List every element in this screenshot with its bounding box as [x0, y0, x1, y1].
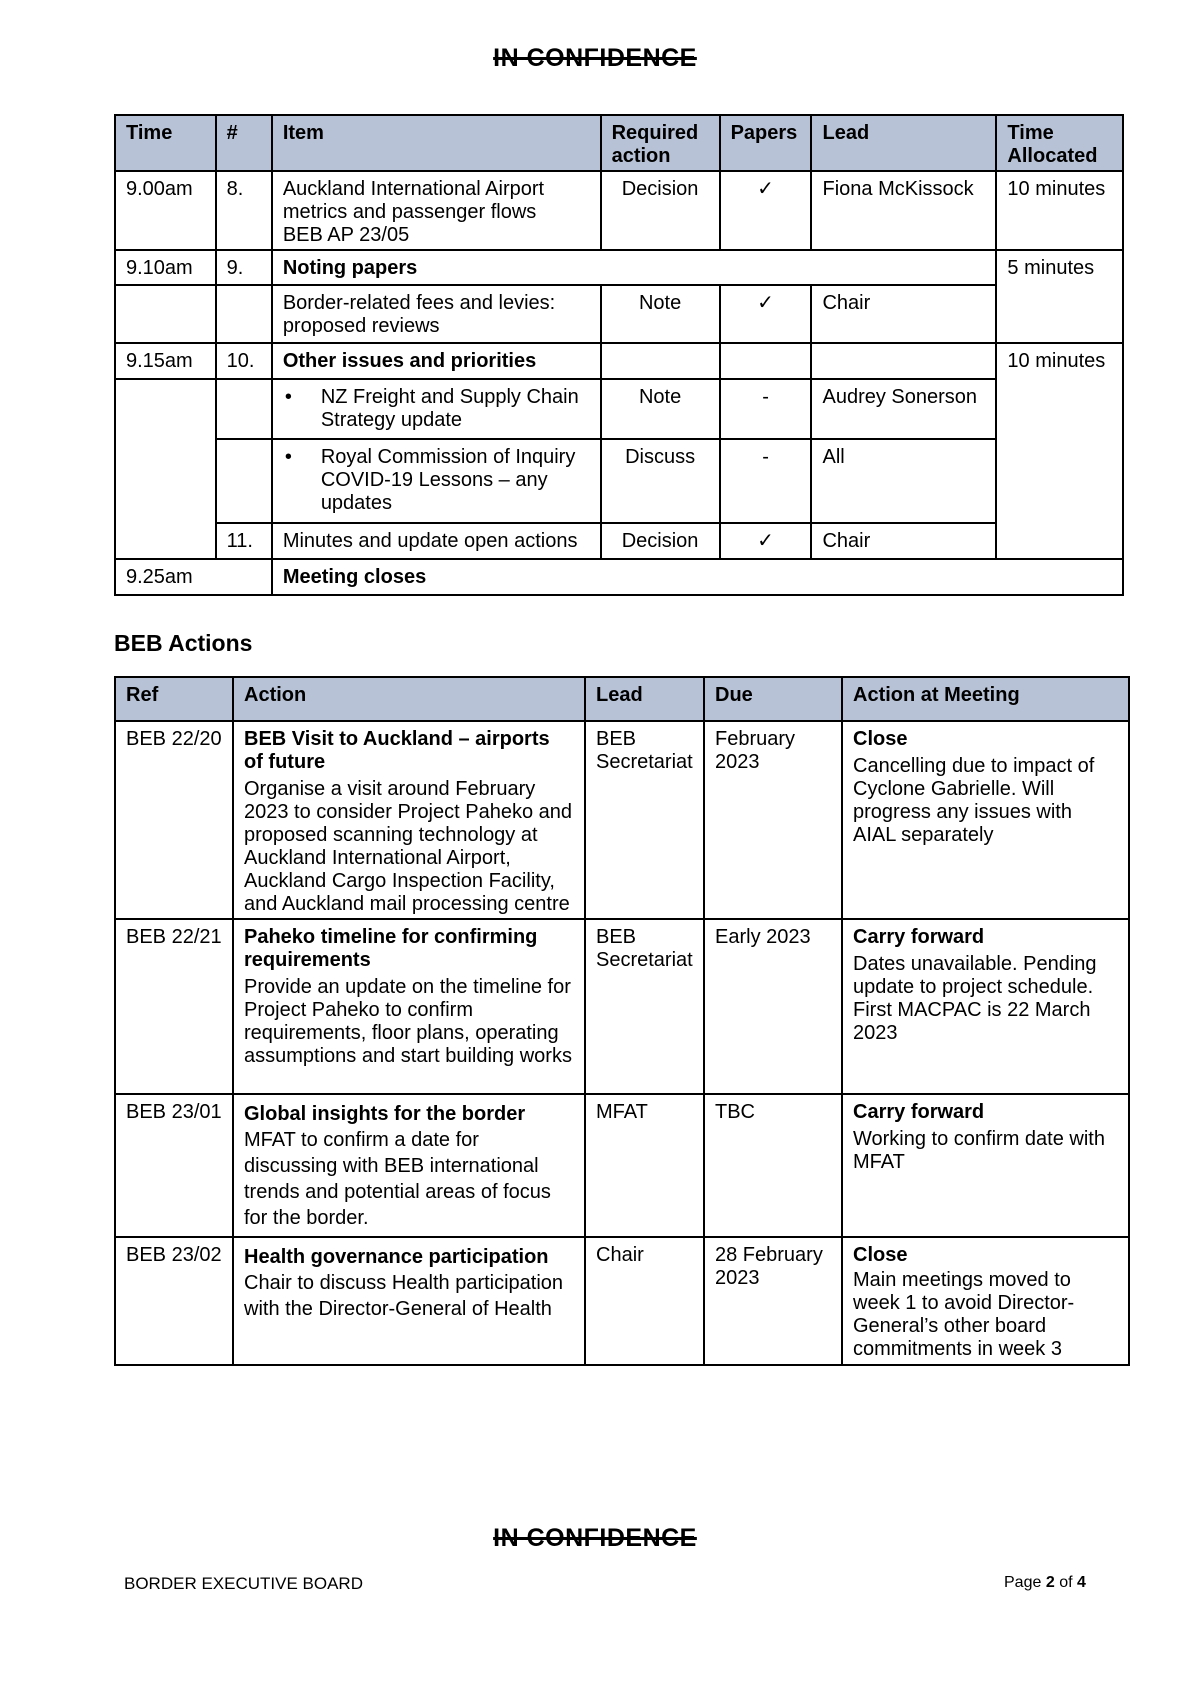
agenda-lead: Audrey Sonerson [811, 379, 996, 439]
agenda-lead [811, 343, 996, 379]
action-title: Health governance participation [244, 1246, 549, 1268]
action-detail: Provide an update on the timeline for Project Paheko to confirm requirements, floor plans, operating assumptions and start building works [244, 976, 572, 1067]
agenda-required-action: Decision [601, 523, 720, 559]
action-row [115, 1094, 1129, 1237]
actions-header-row [115, 677, 1129, 721]
bullet-icon: • [284, 386, 292, 408]
agenda-table [114, 114, 1124, 596]
action-status: Close [853, 1244, 908, 1266]
bullet-icon: • [284, 446, 292, 468]
agenda-item [272, 439, 601, 523]
footer-organisation: BORDER EXECUTIVE BOARD [124, 1574, 363, 1593]
agenda-row-10-sub-b [115, 439, 1123, 523]
action-description [233, 721, 585, 919]
action-description [233, 1237, 585, 1365]
agenda-number: 9. [216, 250, 272, 285]
page-prefix: Page [1004, 1574, 1042, 1591]
agenda-row-9-sub [115, 285, 1123, 343]
action-description [233, 919, 585, 1094]
col-header-action: Action [233, 677, 585, 721]
classification-marking-bottom: IN CONFIDENCE [493, 1524, 697, 1552]
action-title: BEB Visit to Auckland – airports of future [244, 728, 550, 773]
agenda-papers: - [720, 379, 812, 439]
agenda-row-10 [115, 343, 1123, 379]
agenda-section-heading: Meeting closes [272, 559, 1123, 595]
agenda-number [216, 439, 272, 523]
action-lead: BEB Secretariat [585, 919, 704, 1094]
agenda-item-line: Auckland International Airport [282, 178, 545, 200]
page-current: 2 [1045, 1574, 1055, 1591]
action-note: Main meetings moved to week 1 to avoid Director-General’s other board commitments in week 3 [853, 1269, 1075, 1360]
agenda-item-line: BEB AP 23/05 [282, 224, 410, 246]
action-ref: BEB 22/21 [115, 919, 233, 1094]
classification-marking-top: IN CONFIDENCE [493, 44, 697, 72]
agenda-papers: - [720, 439, 812, 523]
action-due: 28 February 2023 [704, 1237, 842, 1365]
action-at-meeting [842, 721, 1129, 919]
action-row [115, 1237, 1129, 1365]
action-note: Working to confirm date with MFAT [853, 1128, 1105, 1173]
agenda-papers [720, 343, 812, 379]
papers-checkmark-icon: ✓ [720, 523, 812, 559]
agenda-time-allocated: 10 minutes [996, 171, 1123, 250]
agenda-time [115, 379, 216, 559]
agenda-row-8 [115, 171, 1123, 250]
action-status: Carry forward [853, 926, 985, 948]
agenda-item: Border-related fees and levies: proposed reviews [272, 285, 601, 343]
col-header-lead: Lead [585, 677, 704, 721]
agenda-number: 8. [216, 171, 272, 250]
agenda-required-action: Discuss [601, 439, 720, 523]
action-due: February 2023 [704, 721, 842, 919]
agenda-row-close [115, 559, 1123, 595]
action-ref: BEB 22/20 [115, 721, 233, 919]
agenda-item-text: NZ Freight and Supply Chain Strategy update [320, 386, 579, 431]
action-note: Cancelling due to impact of Cyclone Gabrielle. Will progress any issues with AIAL separately [853, 755, 1095, 846]
agenda-number [216, 285, 272, 343]
agenda-time: 9.15am [115, 343, 216, 379]
agenda-section-heading: Noting papers [272, 250, 997, 285]
agenda-lead: All [811, 439, 996, 523]
action-at-meeting [842, 919, 1129, 1094]
action-title: Paheko timeline for confirming requirements [244, 926, 538, 971]
action-row [115, 919, 1129, 1094]
agenda-number: 11. [216, 523, 272, 559]
col-header-required-action: Required action [601, 115, 720, 171]
agenda-time [115, 285, 216, 343]
col-header-papers: Papers [720, 115, 812, 171]
agenda-number [216, 379, 272, 439]
agenda-item [272, 171, 601, 250]
action-note: Dates unavailable. Pending update to project schedule. First MACPAC is 22 March 2023 [853, 953, 1097, 1044]
action-at-meeting [842, 1094, 1129, 1237]
agenda-required-action [601, 343, 720, 379]
agenda-item-line: metrics and passenger flows [282, 201, 537, 223]
action-at-meeting [842, 1237, 1129, 1365]
agenda-item [272, 379, 601, 439]
agenda-lead: Fiona McKissock [811, 171, 996, 250]
action-status: Close [853, 728, 908, 750]
agenda-item-text: Royal Commission of Inquiry COVID-19 Lessons – any updates [320, 446, 576, 514]
agenda-header-row [115, 115, 1123, 171]
agenda-lead: Chair [811, 523, 996, 559]
page-total: 4 [1076, 1574, 1086, 1591]
agenda-required-action: Note [601, 285, 720, 343]
action-description [233, 1094, 585, 1237]
agenda-required-action: Note [601, 379, 720, 439]
actions-table [114, 676, 1130, 1366]
action-due: TBC [704, 1094, 842, 1237]
agenda-section-heading: Other issues and priorities [272, 343, 601, 379]
action-ref: BEB 23/02 [115, 1237, 233, 1365]
agenda-required-action: Decision [601, 171, 720, 250]
action-due: Early 2023 [704, 919, 842, 1094]
agenda-lead: Chair [811, 285, 996, 343]
footer-page-number [1004, 1574, 1086, 1592]
agenda-time-allocated: 5 minutes [996, 250, 1123, 343]
action-detail: Chair to discuss Health participation with the Director-General of Health [244, 1272, 564, 1320]
agenda-time: 9.10am [115, 250, 216, 285]
action-status: Carry forward [853, 1101, 985, 1123]
action-row [115, 721, 1129, 919]
action-title: Global insights for the border [244, 1103, 526, 1125]
col-header-item: Item [272, 115, 601, 171]
col-header-time-allocated: Time Allocated [996, 115, 1123, 171]
agenda-time-allocated: 10 minutes [996, 343, 1123, 559]
col-header-ref: Ref [115, 677, 233, 721]
col-header-number: # [216, 115, 272, 171]
action-lead: BEB Secretariat [585, 721, 704, 919]
col-header-action-at-meeting: Action at Meeting [842, 677, 1129, 721]
agenda-time: 9.00am [115, 171, 216, 250]
agenda-row-11 [115, 523, 1123, 559]
papers-checkmark-icon: ✓ [720, 171, 812, 250]
papers-checkmark-icon: ✓ [720, 285, 812, 343]
agenda-row-10-sub-a [115, 379, 1123, 439]
col-header-time: Time [115, 115, 216, 171]
agenda-row-9 [115, 250, 1123, 285]
action-ref: BEB 23/01 [115, 1094, 233, 1237]
col-header-lead: Lead [811, 115, 996, 171]
agenda-time: 9.25am [115, 559, 272, 595]
col-header-due: Due [704, 677, 842, 721]
page-of: of [1059, 1574, 1073, 1591]
action-lead: MFAT [585, 1094, 704, 1237]
agenda-item: Minutes and update open actions [272, 523, 601, 559]
action-detail: MFAT to confirm a date for discussing with BEB international trends and potential areas of focus for the border. [244, 1129, 551, 1229]
agenda-number: 10. [216, 343, 272, 379]
section-heading-beb-actions: BEB Actions [114, 630, 253, 656]
action-detail: Organise a visit around February 2023 to consider Project Paheko and proposed scanning technology at Auckland International Airport, Auckland Cargo Inspection Facility, and Auckland mail processing centre [244, 778, 572, 915]
action-lead: Chair [585, 1237, 704, 1365]
